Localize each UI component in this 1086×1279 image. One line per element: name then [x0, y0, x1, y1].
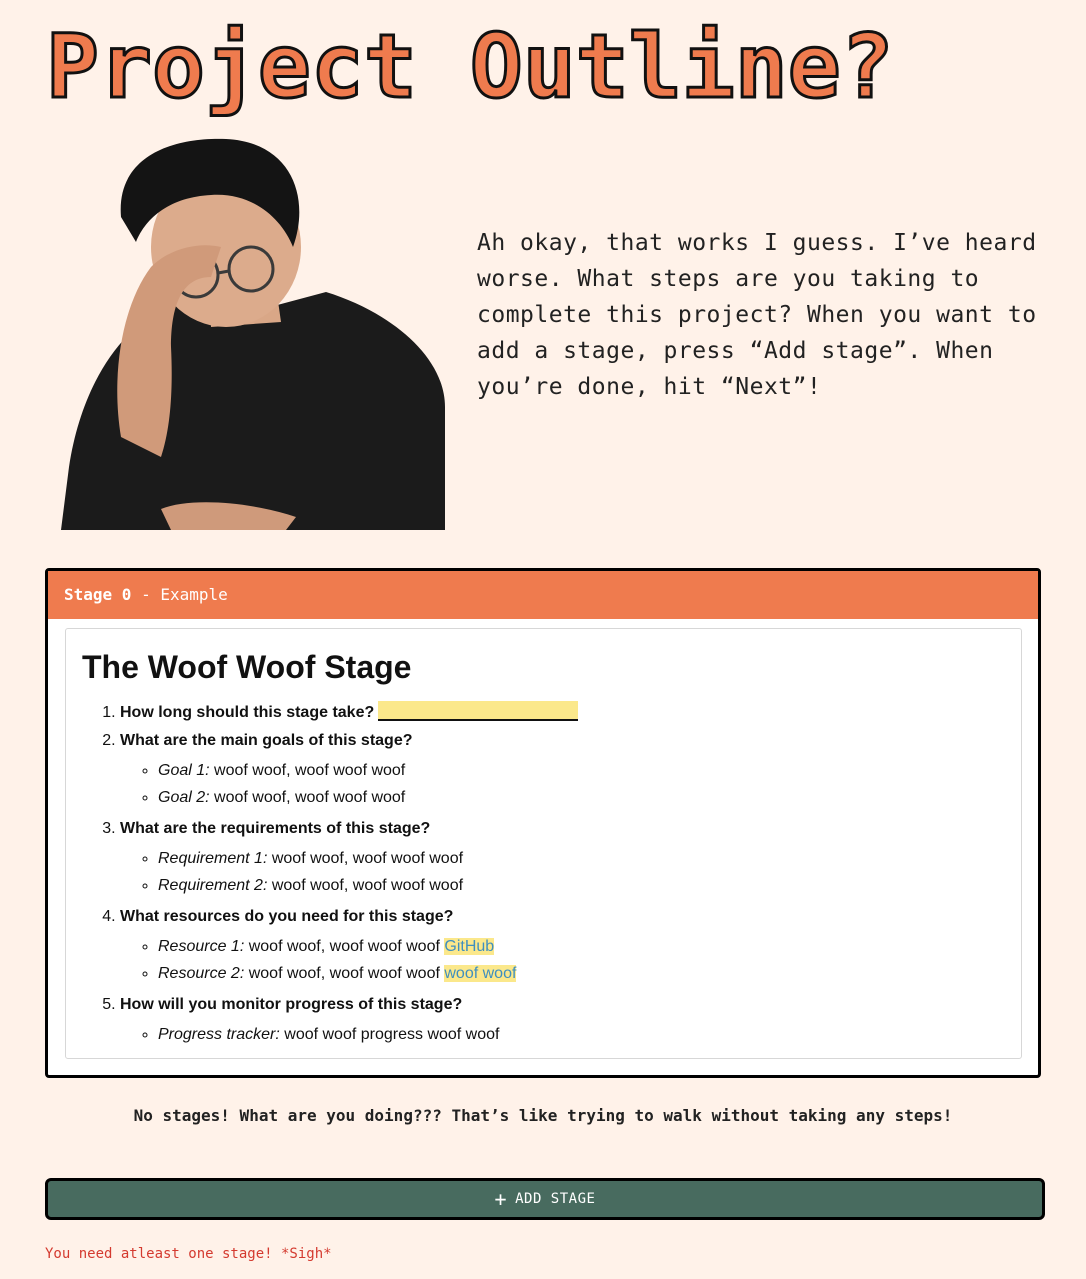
github-link[interactable]: GitHub — [444, 938, 495, 955]
question-requirements: What are the requirements of this stage? — [120, 820, 431, 837]
question-item — [120, 819, 578, 899]
question-item — [120, 731, 578, 811]
stage-content — [65, 628, 1022, 1059]
stage-subtitle: Example — [160, 585, 228, 604]
question-item — [120, 995, 578, 1048]
error-message: You need atleast one stage! *Sigh* — [45, 1246, 332, 1262]
add-stage-label: ADD STAGE — [515, 1191, 596, 1207]
list-item: ◦ Goal 1: woof woof, woof woof woof — [158, 757, 578, 784]
list-item: ◦ Requirement 1: woof woof, woof woof woof — [158, 845, 578, 872]
question-item — [120, 907, 578, 987]
woof-woof-link[interactable]: woof woof — [444, 965, 517, 982]
list-item: ◦ Goal 2: woof woof, woof woof woof — [158, 784, 578, 811]
stage-label: Stage 0 — [64, 585, 132, 604]
stage-separator: - — [131, 585, 161, 604]
list-item: ◦ Progress tracker: woof woof progress woof woof — [158, 1021, 578, 1048]
list-item: ◦ Requirement 2: woof woof, woof woof woof — [158, 872, 578, 899]
question-duration: How long should this stage take? — [120, 704, 375, 721]
speech-text: Ah okay, that works I guess. I’ve heard worse. What steps are you taking to complete this project? When you want to add a stage, press “Add stage”. When you’re done, hit “Next”! — [477, 230, 1037, 400]
no-stages-warning: No stages! What are you doing??? That’s like trying to walk without taking any steps! — [133, 1106, 953, 1125]
page-title: Project Outline? — [46, 15, 894, 118]
list-item: ◦ Resource 2: woof woof, woof woof woof woof woof — [158, 960, 578, 987]
add-stage-button[interactable] — [45, 1178, 1045, 1220]
question-progress: How will you monitor progress of this stage? — [120, 996, 463, 1013]
question-goals: What are the main goals of this stage? — [120, 732, 413, 749]
stage-heading: The Woof Woof Stage — [82, 649, 412, 685]
duration-blank — [378, 701, 578, 721]
person-photo — [61, 137, 445, 530]
stage-header — [48, 571, 1038, 619]
question-item — [120, 701, 578, 723]
plus-icon: + — [494, 1187, 508, 1211]
question-resources: What resources do you need for this stage? — [120, 908, 454, 925]
list-item: ◦ Resource 1: woof woof, woof woof woof GitHub — [158, 933, 578, 960]
questions-list — [102, 701, 578, 1056]
stage-card — [45, 568, 1041, 1078]
